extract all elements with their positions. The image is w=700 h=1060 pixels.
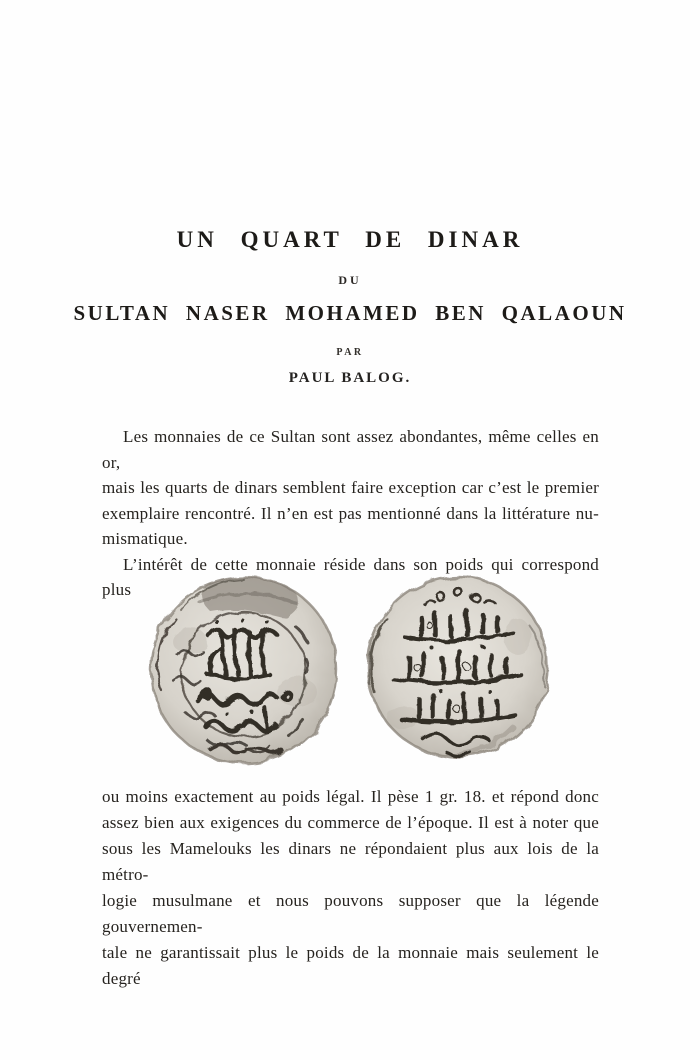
article-title: UN QUART DE DINAR [176, 227, 524, 252]
byline-prefix: PAR [336, 347, 364, 358]
coin-reverse-photo [363, 567, 553, 772]
body-line: L’intérêt de cette monnaie réside dans son poids qui correspond plus [102, 554, 599, 599]
article-subtitle: SULTAN NASER MOHAMED BEN QALAOUN [73, 301, 627, 325]
body-line: sous les Mamelouks les dinars ne répondaient plus aux lois de la métro- [102, 839, 599, 884]
paragraph-bottom [102, 784, 599, 992]
body-line: mais les quarts de dinars semblent faire exception car c’est le premier [102, 478, 599, 497]
article-heading [0, 227, 700, 387]
title-connector: DU [338, 273, 362, 287]
coin-obverse-photo [147, 562, 341, 777]
body-line: logie musulmane et nous pouvons supposer que la légende gouvernemen- [102, 891, 599, 936]
body-line: Les monnaies de ce Sultan sont assez abondantes, même celles en or, [102, 427, 599, 472]
author-name: PAUL BALOG. [288, 370, 412, 386]
body-line: tale ne garantissait plus le poids de la monnaie mais seulement le degré [102, 943, 599, 988]
body-line: exemplaire rencontré. Il n’en est pas mentionné dans la littérature nu- [102, 503, 599, 523]
coin-plate [0, 561, 700, 779]
body-line: mismatique. [102, 529, 188, 548]
body-line: assez bien aux exigences du commerce de l’époque. Il est à noter que [102, 813, 599, 832]
body-line: ou moins exactement au poids légal. Il pèse 1 gr. 18. et répond donc [102, 787, 599, 806]
